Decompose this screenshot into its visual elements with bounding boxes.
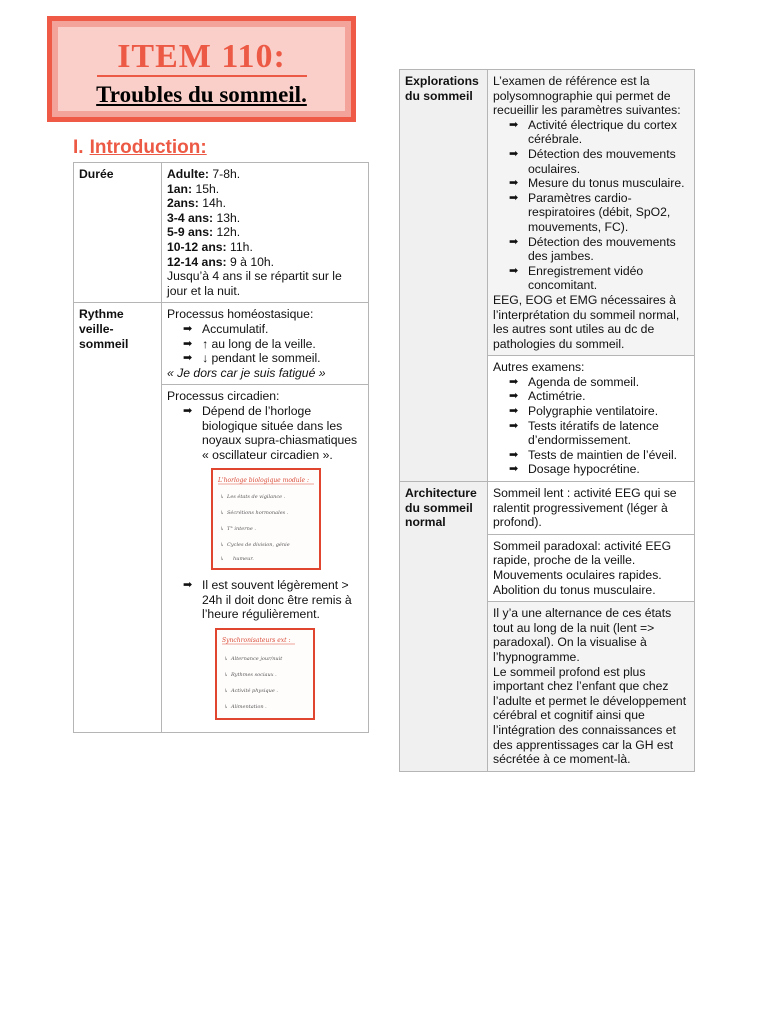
list-item: ➡ Dosage hypocrétine. (509, 462, 689, 477)
duree-line: 2ans: 14h. (167, 196, 226, 211)
sketch-a-line: Cycles de division, génie (227, 542, 290, 549)
table-row-duree (74, 163, 369, 303)
circ-title: Processus circadien: (167, 389, 280, 404)
list-item: ➡ Dépend de l’horloge biologique située dans les noyaux supra-chiasmatiques « oscillateur circadien ». (183, 404, 363, 462)
title-inner (58, 27, 345, 111)
duree-line: 5-9 ans: 12h. (167, 225, 241, 240)
section-label: Introduction: (89, 137, 207, 158)
sketch-a-line: T° interne . (227, 526, 256, 533)
duree-line: Adulte: 7-8h. (167, 167, 241, 181)
svg-text:↳: ↳ (220, 556, 225, 563)
svg-text:↳: ↳ (224, 688, 229, 695)
duree-line: 1an: 15h. (167, 181, 220, 196)
autres-title: Autres examens: (493, 360, 585, 375)
title-rule (97, 75, 307, 77)
row-label-explorations: Explorations du sommeil (400, 70, 488, 482)
duree-line: 3-4 ans: 13h. (167, 210, 241, 225)
synchronisateurs-sketch-image (215, 628, 315, 720)
svg-text:↳: ↳ (220, 526, 225, 533)
section-numeral: I. (73, 137, 84, 158)
duree-line: 12-14 ans: 9 à 10h. (167, 254, 275, 269)
homeo-list (167, 322, 363, 366)
list-item: ➡ Accumulatif. (183, 322, 363, 337)
item-title: ITEM 110: (117, 38, 286, 75)
autres-list (493, 375, 689, 477)
explorations-intro: L’examen de référence est la polysomnographie qui permet de recueillir les paramètres suivantes: (493, 74, 681, 118)
row-value-duree (162, 163, 369, 303)
explorations-table (399, 69, 695, 772)
list-item: ➡ Il est souvent légèrement > 24h il doit donc être remis à l’heure régulièrement. (183, 578, 363, 622)
row-value-sommeil-paradoxal: Sommeil paradoxal: activité EEG rapide, proche de la veille. Mouvements oculaires rapides. Abolition du tonus musculaire. (488, 534, 695, 601)
row-value-circadien (162, 385, 369, 733)
sketch-b-line: Alimentation . (231, 704, 267, 711)
circ-list-1 (167, 404, 363, 462)
table-row-rythme (74, 303, 369, 385)
list-item: ➡ Tests itératifs de latence d’endormissement. (509, 419, 689, 448)
list-item: ➡ ↑ au long de la veille. (183, 337, 363, 352)
sketch-b-line: Alternance jour/nuit (231, 656, 283, 663)
table-row-architecture (400, 482, 695, 535)
list-item: ➡ Polygraphie ventilatoire. (509, 404, 689, 419)
row-label-duree: Durée (74, 163, 162, 303)
item-subtitle: Troubles du sommeil. (96, 82, 307, 107)
row-value-autres-examens (488, 356, 695, 482)
list-item: ➡ Paramètres cardio-respiratoires (débit, SpO2, mouvements, FC). (509, 191, 689, 235)
list-item: ➡ ↓ pendant le sommeil. (183, 351, 363, 366)
sketch-a-line: Les états de vigilance . (227, 494, 286, 501)
row-label-architecture: Architecture du sommeil normal (400, 482, 488, 772)
profond-text: Le sommeil profond est plus important chez l’enfant que chez l’adulte et permet le développement cérébral et cognitif ainsi que l’intégration des connaissances et des apprentissages car la GH est sécrétée à ce moment-là. (493, 664, 687, 767)
introduction-table (73, 162, 369, 733)
table-row-explorations (400, 70, 695, 356)
sketch-a-title: L'horloge biologique module : (218, 477, 310, 485)
title-box (47, 16, 356, 122)
sketch-a-line: Sécrétions hormonales . (227, 510, 289, 517)
svg-text:↳: ↳ (224, 672, 229, 679)
horloge-sketch-image (211, 468, 321, 570)
list-item: ➡ Tests de maintien de l’éveil. (509, 448, 689, 463)
duree-note: Jusqu’à 4 ans il se répartit sur le jour et la nuit. (167, 269, 342, 298)
list-item: ➡ Activité électrique du cortex cérébrale. (509, 118, 689, 147)
alternance-text: Il y’a une alternance de ces états tout au long de la nuit (lent => paradoxal). On la visualise à l’hypnogramme. (493, 606, 672, 664)
list-item: ➡ Actimétrie. (509, 389, 689, 404)
circ-list-2 (167, 578, 363, 622)
row-value-polysomnographie (488, 70, 695, 356)
row-value-homeostasique (162, 303, 369, 385)
polysomnographie-list (493, 118, 689, 293)
svg-text:↳: ↳ (220, 542, 225, 549)
svg-text:↳: ↳ (220, 494, 225, 501)
svg-text:↳: ↳ (224, 704, 229, 711)
svg-text:↳: ↳ (224, 656, 229, 663)
sketch-b-line: Rythmes sociaux . (231, 672, 277, 679)
list-item: ➡ Enregistrement vidéo concomitant. (509, 264, 689, 293)
svg-text:↳: ↳ (220, 510, 225, 517)
duree-line: 10-12 ans: 11h. (167, 239, 253, 254)
sketch-b-title: Synchronisateurs ext : (222, 637, 291, 645)
homeo-title: Processus homéostasique: (167, 307, 314, 322)
row-value-alternance (488, 602, 695, 772)
sketch-b-line: Activité physique . (231, 688, 278, 695)
list-item: ➡ Détection des mouvements des jambes. (509, 235, 689, 264)
row-label-rythme: Rythme veille-sommeil (74, 303, 162, 733)
list-item: ➡ Détection des mouvements oculaires. (509, 147, 689, 176)
list-item: ➡ Agenda de sommeil. (509, 375, 689, 390)
section-heading (73, 137, 207, 159)
homeo-quote: « Je dors car je suis fatigué » (167, 365, 326, 380)
row-value-sommeil-lent: Sommeil lent : activité EEG qui se ralentit progressivement (léger à profond). (488, 482, 695, 535)
explorations-outro: EEG, EOG et EMG nécessaires à l’interprétation du sommeil normal, les autres sont utiles au dc de pathologies du sommeil. (493, 292, 680, 351)
sketch-a-line: humeur. (233, 556, 254, 563)
list-item: ➡ Mesure du tonus musculaire. (509, 176, 689, 191)
